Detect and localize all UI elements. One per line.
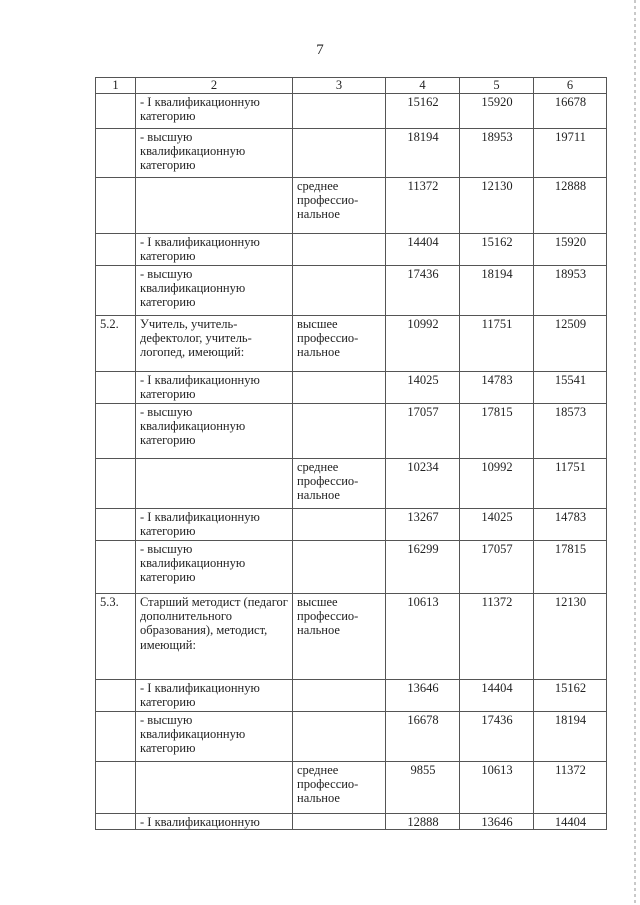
education-cell: среднее профессио-нальное: [293, 762, 386, 814]
row-number-cell: 5.3.: [96, 594, 136, 680]
education-cell: высшее профессио-нальное: [293, 316, 386, 372]
position-name-cell: - I квалификационную: [136, 814, 293, 830]
value-cell-col5: 15162: [460, 234, 534, 266]
row-number-cell: [96, 680, 136, 712]
row-number-cell: [96, 814, 136, 830]
position-name-cell: - высшую квалификационную категорию: [136, 712, 293, 762]
value-cell-col4: 9855: [386, 762, 460, 814]
position-name-cell: - высшую квалификационную категорию: [136, 404, 293, 459]
table-row: [96, 762, 607, 814]
education-cell: [293, 266, 386, 316]
table-row: [96, 509, 607, 541]
position-name-cell: Учитель, учитель-дефектолог, учитель-логопед, имеющий:: [136, 316, 293, 372]
row-number-cell: [96, 541, 136, 594]
value-cell-col6: 19711: [534, 129, 607, 178]
value-cell-col4: 15162: [386, 94, 460, 129]
value-cell-col5: 11372: [460, 594, 534, 680]
education-cell: [293, 814, 386, 830]
education-cell: среднее профессио-нальное: [293, 459, 386, 509]
value-cell-col5: 15920: [460, 94, 534, 129]
education-cell: [293, 404, 386, 459]
value-cell-col4: 18194: [386, 129, 460, 178]
value-cell-col4: 13646: [386, 680, 460, 712]
education-cell: [293, 509, 386, 541]
value-cell-col6: 18194: [534, 712, 607, 762]
position-name-cell: [136, 459, 293, 509]
header-cell: 2: [136, 78, 293, 94]
header-cell: 6: [534, 78, 607, 94]
page-number: 7: [316, 42, 324, 58]
education-cell: [293, 129, 386, 178]
value-cell-col6: 15162: [534, 680, 607, 712]
value-cell-col4: 16299: [386, 541, 460, 594]
scan-edge: [634, 0, 636, 905]
table-row: [96, 316, 607, 372]
value-cell-col4: 10234: [386, 459, 460, 509]
value-cell-col4: 14404: [386, 234, 460, 266]
education-cell: [293, 234, 386, 266]
value-cell-col4: 13267: [386, 509, 460, 541]
value-cell-col5: 12130: [460, 178, 534, 234]
position-name-cell: - I квалификационную категорию: [136, 234, 293, 266]
position-name-cell: - высшую квалификационную категорию: [136, 129, 293, 178]
position-name-cell: Старший методист (педагог дополнительного образования), методист, имеющий:: [136, 594, 293, 680]
value-cell-col5: 18953: [460, 129, 534, 178]
position-name-cell: - I квалификационную категорию: [136, 680, 293, 712]
row-number-cell: [96, 234, 136, 266]
row-number-cell: [96, 459, 136, 509]
row-number-cell: [96, 372, 136, 404]
value-cell-col4: 17057: [386, 404, 460, 459]
table-row: [96, 712, 607, 762]
table-row: [96, 541, 607, 594]
value-cell-col6: 12888: [534, 178, 607, 234]
value-cell-col6: 14783: [534, 509, 607, 541]
table-row: [96, 680, 607, 712]
value-cell-col6: 12509: [534, 316, 607, 372]
value-cell-col5: 11751: [460, 316, 534, 372]
value-cell-col4: 14025: [386, 372, 460, 404]
table-row: [96, 814, 607, 830]
value-cell-col5: 10992: [460, 459, 534, 509]
header-cell: 4: [386, 78, 460, 94]
row-number-cell: [96, 404, 136, 459]
education-cell: [293, 712, 386, 762]
value-cell-col5: 14404: [460, 680, 534, 712]
value-cell-col6: 15920: [534, 234, 607, 266]
education-cell: [293, 541, 386, 594]
value-cell-col4: 17436: [386, 266, 460, 316]
value-cell-col4: 11372: [386, 178, 460, 234]
table-row: [96, 129, 607, 178]
table-row: [96, 459, 607, 509]
value-cell-col6: 15541: [534, 372, 607, 404]
value-cell-col6: 16678: [534, 94, 607, 129]
header-cell: 5: [460, 78, 534, 94]
row-number-cell: [96, 762, 136, 814]
header-cell: 3: [293, 78, 386, 94]
position-name-cell: - высшую квалификационную категорию: [136, 266, 293, 316]
position-name-cell: - I квалификационную категорию: [136, 94, 293, 129]
value-cell-col4: 12888: [386, 814, 460, 830]
row-number-cell: [96, 129, 136, 178]
table-row: [96, 266, 607, 316]
table-row: [96, 234, 607, 266]
education-cell: [293, 372, 386, 404]
header-cell: 1: [96, 78, 136, 94]
row-number-cell: [96, 509, 136, 541]
education-cell: [293, 680, 386, 712]
value-cell-col5: 18194: [460, 266, 534, 316]
value-cell-col6: 18573: [534, 404, 607, 459]
education-cell: [293, 94, 386, 129]
salary-table: [95, 77, 607, 830]
row-number-cell: 5.2.: [96, 316, 136, 372]
table-row: [96, 404, 607, 459]
row-number-cell: [96, 712, 136, 762]
position-name-cell: - высшую квалификационную категорию: [136, 541, 293, 594]
value-cell-col6: 11372: [534, 762, 607, 814]
value-cell-col5: 14025: [460, 509, 534, 541]
table-row: [96, 594, 607, 680]
position-name-cell: - I квалификационную категорию: [136, 509, 293, 541]
row-number-cell: [96, 266, 136, 316]
position-name-cell: [136, 762, 293, 814]
education-cell: среднее профессио-нальное: [293, 178, 386, 234]
table-row: [96, 178, 607, 234]
value-cell-col5: 17436: [460, 712, 534, 762]
education-cell: высшее профессио-нальное: [293, 594, 386, 680]
value-cell-col6: 11751: [534, 459, 607, 509]
row-number-cell: [96, 94, 136, 129]
value-cell-col6: 12130: [534, 594, 607, 680]
value-cell-col6: 18953: [534, 266, 607, 316]
table-header-row: [96, 78, 607, 94]
position-name-cell: [136, 178, 293, 234]
value-cell-col6: 14404: [534, 814, 607, 830]
value-cell-col5: 14783: [460, 372, 534, 404]
value-cell-col5: 10613: [460, 762, 534, 814]
value-cell-col4: 10992: [386, 316, 460, 372]
value-cell-col6: 17815: [534, 541, 607, 594]
value-cell-col5: 13646: [460, 814, 534, 830]
value-cell-col5: 17815: [460, 404, 534, 459]
value-cell-col4: 16678: [386, 712, 460, 762]
table-row: [96, 372, 607, 404]
value-cell-col4: 10613: [386, 594, 460, 680]
table-row: [96, 94, 607, 129]
value-cell-col5: 17057: [460, 541, 534, 594]
row-number-cell: [96, 178, 136, 234]
position-name-cell: - I квалификационную категорию: [136, 372, 293, 404]
